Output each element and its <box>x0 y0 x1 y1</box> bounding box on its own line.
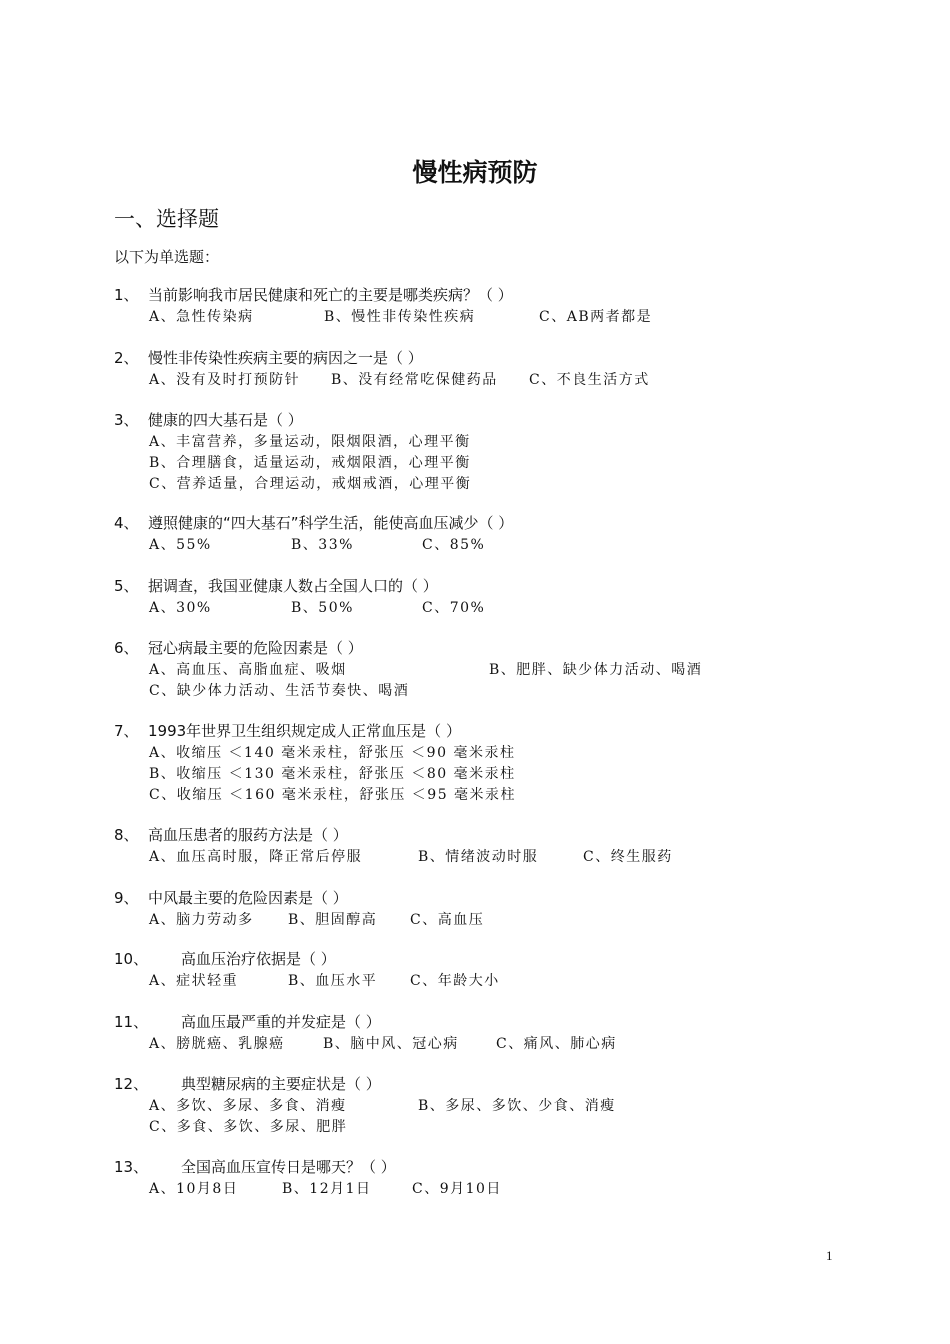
question-number: 5、 <box>114 577 139 595</box>
options-row <box>114 474 874 495</box>
question-text: 1993年世界卫生组织规定成人正常血压是（ ） <box>148 722 461 740</box>
options-row <box>114 743 874 764</box>
option-c: C、不良生活方式 <box>529 372 650 388</box>
option-b: B、收缩压 ＜130 毫米汞柱，舒张压 ＜80 毫米汞柱 <box>149 766 516 782</box>
question-number: 3、 <box>114 411 139 429</box>
section-heading: 一、选择题 <box>114 207 219 231</box>
option-b: C、多食、多饮、多尿、肥胖 <box>149 1119 348 1135</box>
question-number: 8、 <box>114 826 139 844</box>
options-row <box>114 1034 874 1055</box>
option-a: A、血压高时服，降正常后停服 <box>149 849 363 865</box>
question-number: 11、 <box>114 1013 149 1031</box>
options-row <box>114 764 874 785</box>
question-5 <box>114 574 874 619</box>
question-number: 4、 <box>114 514 139 532</box>
option-a: A、收缩压 ＜140 毫米汞柱，舒张压 ＜90 毫米汞柱 <box>149 745 516 761</box>
option-a: A、急性传染病 <box>149 309 254 325</box>
option-a: A、丰富营养，多量运动，限烟限酒，心理平衡 <box>149 434 471 450</box>
option-b: B、合理膳食，适量运动，戒烟限酒，心理平衡 <box>149 455 471 471</box>
option-b: B、50% <box>291 600 354 616</box>
option-a: A、高血压、高脂血症、吸烟 <box>149 662 347 678</box>
options-row <box>114 370 874 391</box>
question-text: 高血压治疗依据是（ ） <box>181 950 336 968</box>
option-c: C、高血压 <box>410 912 485 928</box>
options-row <box>114 910 874 931</box>
options-row <box>114 307 874 328</box>
question-line <box>114 283 874 307</box>
question-number: 9、 <box>114 889 139 907</box>
question-text: 高血压最严重的并发症是（ ） <box>181 1013 381 1031</box>
question-text: 冠心病最主要的危险因素是（ ） <box>148 639 363 657</box>
question-12 <box>114 1072 874 1138</box>
options-row <box>114 785 874 806</box>
options-row <box>114 598 874 619</box>
question-text: 全国高血压宣传日是哪天？（ ） <box>181 1158 396 1176</box>
question-13 <box>114 1155 874 1200</box>
options-row <box>114 660 874 681</box>
question-number: 13、 <box>114 1158 149 1176</box>
question-line <box>114 1155 874 1179</box>
question-number: 10、 <box>114 950 149 968</box>
question-4 <box>114 511 874 556</box>
option-c: C、收缩压 ＜160 毫米汞柱，舒张压 ＜95 毫米汞柱 <box>149 787 517 803</box>
intro-text: 以下为单选题： <box>114 248 220 266</box>
option-a: A、膀胱癌、乳腺癌 <box>149 1036 285 1052</box>
question-line <box>114 346 874 370</box>
question-text: 健康的四大基石是（ ） <box>148 411 303 429</box>
question-11 <box>114 1010 874 1055</box>
question-line <box>114 636 874 660</box>
question-8 <box>114 823 874 868</box>
question-text: 当前影响我市居民健康和死亡的主要是哪类疾病？（ ） <box>148 286 513 304</box>
option-c: C、AB两者都是 <box>539 309 653 325</box>
question-line <box>114 408 874 432</box>
option-c: C、终生服药 <box>583 849 673 865</box>
option-a: A、脑力劳动多 <box>149 912 254 928</box>
question-text: 据调查，我国亚健康人数占全国人口的（ ） <box>148 577 438 595</box>
option-a: A、没有及时打预防针 <box>149 372 301 388</box>
question-number: 1、 <box>114 286 139 304</box>
option-b: B、没有经常吃保健药品 <box>331 372 498 388</box>
question-text: 慢性非传染性疾病主要的病因之一是（ ） <box>148 349 423 367</box>
options-row <box>114 432 874 453</box>
option-b: C、缺少体力活动、生活节奏快、喝酒 <box>149 683 410 699</box>
option-b: B、12月1日 <box>282 1181 372 1197</box>
question-text: 高血压患者的服药方法是（ ） <box>148 826 348 844</box>
page-number: 1 <box>826 1248 833 1263</box>
option-b: B、情绪波动时服 <box>418 849 539 865</box>
question-line <box>114 886 874 910</box>
option-a: A、10月8日 <box>149 1181 239 1197</box>
question-1 <box>114 283 874 328</box>
question-9 <box>114 886 874 931</box>
options-row <box>114 971 874 992</box>
option-b: B、慢性非传染性疾病 <box>324 309 476 325</box>
option-b: B、血压水平 <box>288 973 378 989</box>
question-number: 2、 <box>114 349 139 367</box>
option-b: B、33% <box>291 537 354 553</box>
option-c: C、9月10日 <box>412 1181 502 1197</box>
question-7 <box>114 719 874 806</box>
options-row <box>114 453 874 474</box>
options-row <box>114 535 874 556</box>
options-row <box>114 681 874 702</box>
question-6 <box>114 636 874 702</box>
option-c: C、70% <box>422 600 486 616</box>
question-number: 7、 <box>114 722 139 740</box>
question-text: 遵照健康的“四大基石”科学生活，能使高血压减少（ ） <box>148 514 514 532</box>
question-2 <box>114 346 874 391</box>
option-a: A、30% <box>149 600 212 616</box>
question-line <box>114 511 874 535</box>
option-c: C、痛风、肺心病 <box>496 1036 617 1052</box>
options-row <box>114 1096 874 1117</box>
question-line <box>114 574 874 598</box>
question-line <box>114 719 874 743</box>
question-line <box>114 1072 874 1096</box>
options-row <box>114 847 874 868</box>
page-title: 慢性病预防 <box>412 158 538 187</box>
option-c: C、营养适量，合理运动，戒烟戒酒，心理平衡 <box>149 476 472 492</box>
option-b: B、脑中风、冠心病 <box>323 1036 459 1052</box>
options-row <box>114 1117 874 1138</box>
option-b: B、肥胖、缺少体力活动、喝酒 <box>489 662 703 678</box>
option-a: A、症状轻重 <box>149 973 239 989</box>
question-line <box>114 947 874 971</box>
option-c: C、85% <box>422 537 486 553</box>
options-row <box>114 1179 874 1200</box>
question-text: 典型糖尿病的主要症状是（ ） <box>181 1075 381 1093</box>
question-10 <box>114 947 874 992</box>
question-3 <box>114 408 874 495</box>
question-line <box>114 823 874 847</box>
option-a: A、多饮、多尿、多食、消瘦 <box>149 1098 347 1114</box>
question-text: 中风最主要的危险因素是（ ） <box>148 889 348 907</box>
question-number: 12、 <box>114 1075 149 1093</box>
option-c: C、年龄大小 <box>410 973 500 989</box>
option-a: A、55% <box>149 537 212 553</box>
question-line <box>114 1010 874 1034</box>
option-b: B、多尿、多饮、少食、消瘦 <box>418 1098 616 1114</box>
option-b: B、胆固醇高 <box>288 912 378 928</box>
question-number: 6、 <box>114 639 139 657</box>
